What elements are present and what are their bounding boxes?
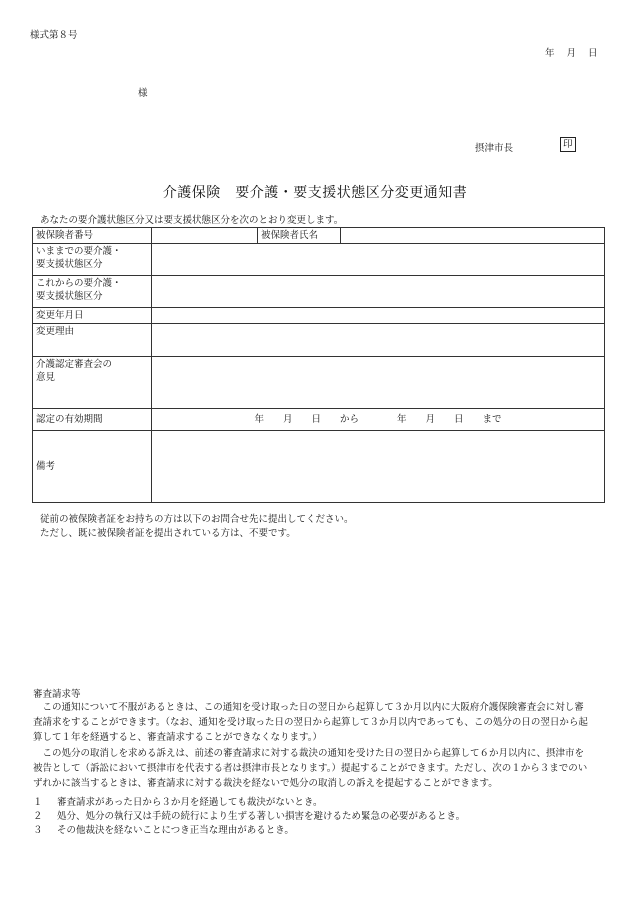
item-number: ３	[33, 825, 43, 836]
current-status-value	[152, 244, 605, 276]
addressee-honorific: 様	[138, 88, 148, 99]
insured-name-value	[341, 228, 605, 244]
change-reason-value	[152, 324, 605, 357]
document-title: 介護保険 要介護・要支援状態区分変更通知書	[162, 185, 468, 201]
item-text: 処分、処分の執行又は手続の続行により生ずる著しい損害を避けるため緊急の必要があるとき。	[57, 811, 466, 822]
insured-number-label: 被保険者番号	[33, 228, 152, 244]
seal-mark: 印	[560, 137, 576, 152]
table-row	[33, 228, 605, 244]
form-number: 様式第８号	[30, 30, 78, 41]
item-text: その他裁決を経ないことにつき正当な理由があるとき。	[57, 825, 294, 836]
board-opinion-label-line1: 介護認定審査会の	[36, 359, 113, 370]
item-number: ２	[33, 811, 43, 822]
appeal-heading: 審査請求等	[33, 689, 81, 700]
remarks-label: 備考	[33, 431, 152, 503]
board-opinion-value	[152, 357, 605, 409]
date-year-label: 年	[545, 48, 555, 59]
table-row	[33, 357, 605, 409]
appeal-item	[33, 794, 323, 808]
item-number: １	[33, 797, 43, 808]
current-status-label-line2: 要支援状態区分	[36, 259, 103, 270]
intro-text: あなたの要介護状態区分又は要支援状態区分を次のとおり変更します。	[40, 215, 344, 226]
board-opinion-label	[33, 357, 152, 409]
appeal-item	[33, 822, 294, 836]
table-row	[33, 244, 605, 276]
appeal-item	[33, 808, 465, 822]
note-line-2: ただし、既に被保険者証を提出されている方は、不要です。	[40, 528, 296, 539]
date-month-label: 月	[566, 48, 577, 59]
change-date-value	[152, 308, 605, 324]
table-row	[33, 324, 605, 357]
current-status-label-line1: いままでの要介護・	[36, 246, 122, 257]
new-status-label	[33, 276, 152, 308]
issuer-name: 摂津市長	[475, 143, 514, 154]
change-reason-label: 変更理由	[33, 324, 152, 357]
validity-label: 認定の有効期間	[33, 409, 152, 431]
date-day-label: 日	[588, 48, 598, 59]
appeal-paragraph-2: この処分の取消しを求める訴えは、前述の審査請求に対する裁決の通知を受けた日の翌日から起算して６か月以内に、摂津市を被告として（訴訟において摂津市を代表する者は摂津市長となります。）提起することができます。ただし、次の１から３までのいずれかに該当するときは、審査請求に対する裁決を経ないで処分の取消しの訴えを提起することができます。	[33, 748, 588, 789]
current-status-label	[33, 244, 152, 276]
item-text: 審査請求があった日から３か月を経過しても裁決がないとき。	[57, 797, 323, 808]
table-row	[33, 409, 605, 431]
validity-period: 年 月 日 から 年 月 日 まで	[152, 409, 605, 431]
table-row	[33, 308, 605, 324]
change-date-label: 変更年月日	[33, 308, 152, 324]
new-status-value	[152, 276, 605, 308]
table-row	[33, 276, 605, 308]
appeal-paragraph-1: この通知について不服があるときは、この通知を受け取った日の翌日から起算して３か月以内に大阪府介護保険審査会に対し審査請求をすることができます。（なお、通知を受け取った日の翌日から起算して３か月以内であっても、この処分の日の翌日から起算して１年を経過すると、審査請求することができなくなります。）	[33, 702, 588, 743]
board-opinion-label-line2: 意見	[36, 372, 56, 383]
insured-name-label: 被保険者氏名	[258, 228, 341, 244]
new-status-label-line2: 要支援状態区分	[36, 291, 103, 302]
new-status-label-line1: これからの要介護・	[36, 278, 122, 289]
table-row	[33, 431, 605, 503]
status-change-table	[32, 227, 605, 503]
remarks-value	[152, 431, 605, 503]
issue-date	[545, 45, 598, 59]
note-line-1: 従前の被保険者証をお持ちの方は以下のお問合せ先に提出してください。	[40, 514, 354, 525]
insured-number-value	[152, 228, 258, 244]
